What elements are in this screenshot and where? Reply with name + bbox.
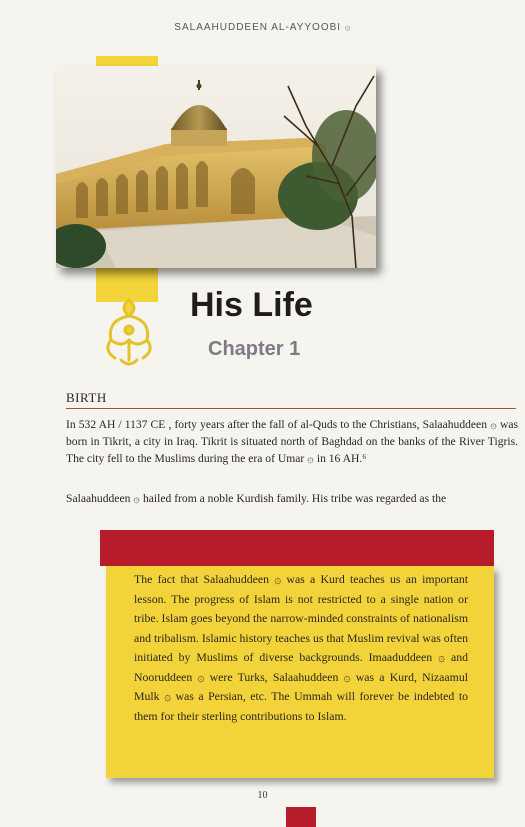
section-heading: BIRTH: [66, 390, 107, 405]
page-number: 10: [257, 790, 268, 801]
running-header: SALAAHUDDEEN AL-AYYOOBI ۞: [174, 22, 351, 33]
chapter-subtitle: Chapter 1: [208, 338, 301, 360]
callout-header-bar: [100, 530, 494, 566]
body-paragraph: In 532 AH / 1137 CE , forty years after the fall of al-Quds to the Christians, Salaahuddeen ۞ was born in Tikrit, a city in Iraq. Tikrit is situated north of Baghdad on the banks of the River Tigris. The city fell to the Muslims during the era of Umar ۞ in 16 AH.⁶: [66, 418, 518, 465]
page-tab-marker: [286, 807, 316, 827]
floral-ornament-icon: [100, 294, 158, 370]
body-paragraph: Salaahuddeen ۞ hailed from a noble Kurdish family. His tribe was regarded as the: [66, 492, 447, 505]
chapter-title: His Life: [190, 286, 313, 324]
callout-box: [106, 530, 494, 778]
mosque-illustration: [56, 66, 376, 268]
section-rule: [66, 408, 516, 409]
mosque-photo: [56, 66, 376, 268]
callout-text: The fact that Salaahuddeen ۞ was a Kurd teaches us an important lesson. The progress of Islam is not restricted to a single nation or tribe. Islam goes beyond the narrow-minded constraints of nationalism and tribalism. Islamic history teaches us that Muslim revival was often initiated by Muslims of diverse backgrounds. Imaaduddeen ۞ and Nooruddeen ۞ were Turks, Salaahuddeen ۞ was a Kurd, Nizaamul Mulk ۞ was a Persian, etc. The Ummah will forever be indebted to them for their sterling contributions to Islam.: [134, 572, 468, 723]
